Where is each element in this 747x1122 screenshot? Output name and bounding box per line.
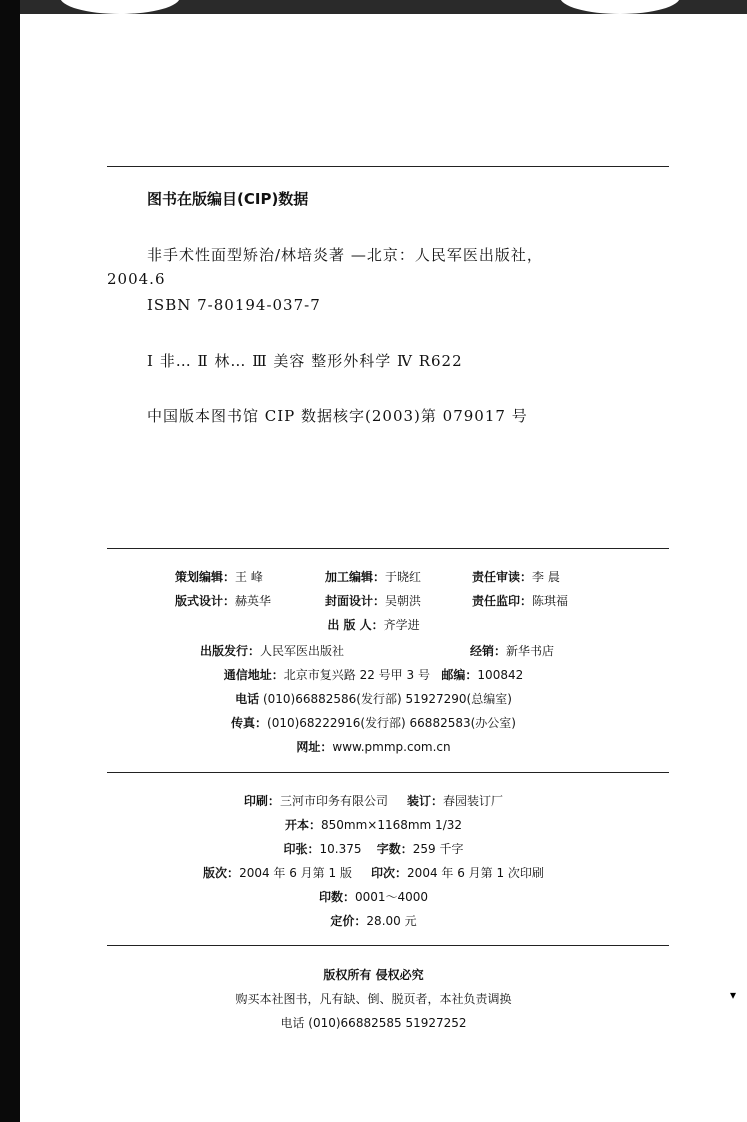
- cip-title-line: 非手术性面型矫治/林培炎著 —北京：人民军医出版社，: [147, 246, 543, 264]
- cover-designer: 封面设计：吴朝洪: [325, 594, 422, 608]
- defect-exchange-notice: 购买本社图书，凡有缺、倒、脱页者，本社负责调换: [235, 992, 512, 1006]
- printer-line: 印刷：三河市印务有限公司 装订：春园装订厂: [243, 794, 504, 808]
- issuer: 出版发行：人民军医出版社: [200, 644, 345, 658]
- price-line: 定价：28.00 元: [330, 914, 417, 928]
- review-editor: 责任审读：李 晨: [472, 570, 560, 584]
- edition-line: 版次：2004 年 6 月第 1 版 印次：2004 年 6 月第 1 次印刷: [203, 866, 544, 880]
- cip-top-rule: [107, 166, 669, 167]
- processing-editor: 加工编辑：于晓红: [325, 570, 422, 584]
- editorial-top-rule: [107, 548, 669, 549]
- publisher-person: 出 版 人：齐学进: [327, 618, 420, 632]
- website-line: 网址：www.pmmp.com.cn: [296, 740, 451, 754]
- phone-line: 电话 (010)66882586(发行部) 51927290(总编室): [235, 692, 512, 706]
- cip-date-line: 2004.6: [107, 270, 166, 288]
- copyright-top-rule: [107, 945, 669, 946]
- fax-line: 传真：(010)68222916(发行部) 66882583(办公室): [231, 716, 516, 730]
- layout-designer: 版式设计：赫英华: [175, 594, 272, 608]
- cip-isbn: ISBN 7-80194-037-7: [147, 296, 321, 314]
- seller: 经销：新华书店: [470, 644, 555, 658]
- format-line: 开本：850mm×1168mm 1/32: [284, 818, 463, 832]
- sheets-line: 印张：10.375 字数：259 千字: [283, 842, 464, 856]
- planning-editor: 策划编辑：王 峰: [175, 570, 263, 584]
- cip-heading: 图书在版编目(CIP)数据: [147, 190, 309, 208]
- scan-speck: ▾: [730, 988, 737, 1002]
- cip-record-number: 中国版本图书馆 CIP 数据核字(2003)第 079017 号: [147, 407, 528, 425]
- copyright-notice: 版权所有 侵权必究: [323, 968, 424, 982]
- copyright-phone: 电话 (010)66882585 51927252: [280, 1016, 467, 1030]
- cip-subjects: Ⅰ 非… Ⅱ 林… Ⅲ 美容 整形外科学 Ⅳ R622: [147, 352, 463, 370]
- address-line: 通信地址：北京市复兴路 22 号甲 3 号 邮编：100842: [223, 668, 524, 682]
- scan-left-edge: [0, 0, 20, 1122]
- print-count-line: 印数：0001～4000: [318, 890, 429, 904]
- printing-top-rule: [107, 772, 669, 773]
- print-supervisor: 责任监印：陈琪福: [472, 594, 569, 608]
